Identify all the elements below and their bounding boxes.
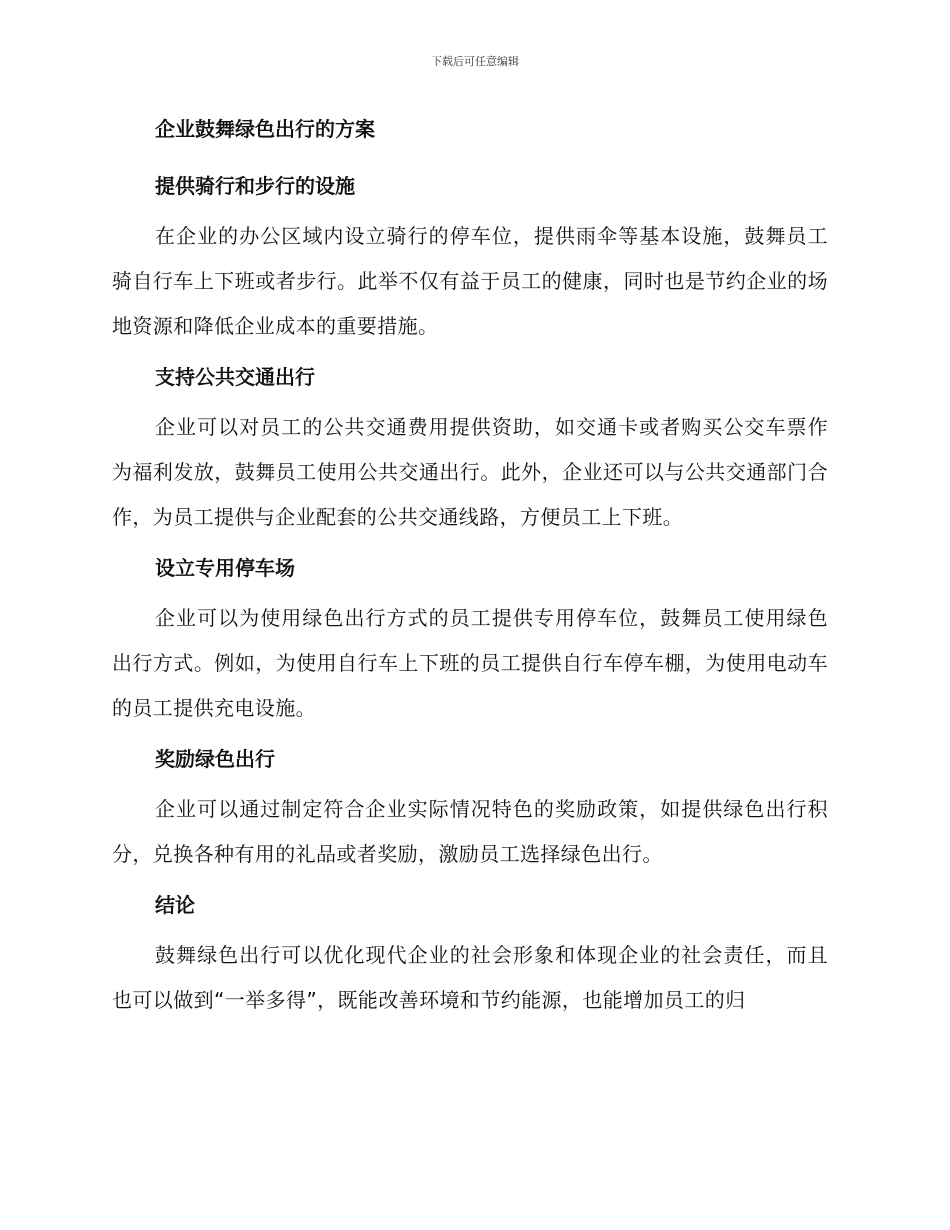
section-heading-rewards: 奖励绿色出行: [155, 747, 275, 771]
section-text-public-transport: 企业可以对员工的公共交通费用提供资助，如交通卡或者购买公交车票作为福利发放，鼓舞员工使用公共交通出行。此外，企业还可以与公共交通部门合作，为员工提供与企业配套的公共交通线路，方便员工上下班。: [112, 415, 828, 529]
section-heading-conclusion: 结论: [155, 893, 195, 917]
section-text-conclusion: 鼓舞绿色出行可以优化现代企业的社会形象和体现企业的社会责任，而且也可以做到“一举多得”，既能改善环境和节约能源，也能增加员工的归: [112, 943, 828, 1012]
section-text-rewards: 企业可以通过制定符合企业实际情况特色的奖励政策，如提供绿色出行积分，兑换各种有用的礼品或者奖励，激励员工选择绿色出行。: [112, 797, 828, 866]
section-heading-public-transport: 支持公共交通出行: [155, 365, 315, 389]
section-text-dedicated-parking: 企业可以为使用绿色出行方式的员工提供专用停车位，鼓舞员工使用绿色出行方式。例如，为使用自行车上下班的员工提供自行车停车棚，为使用电动车的员工提供充电设施。: [112, 606, 828, 720]
section-heading-dedicated-parking: 设立专用停车场: [155, 556, 295, 580]
section-heading-cycling-walking: 提供骑行和步行的设施: [155, 174, 355, 198]
document-title: 企业鼓舞绿色出行的方案: [155, 117, 375, 141]
section-text-cycling-walking: 在企业的办公区域内设立骑行的停车位，提供雨伞等基本设施，鼓舞员工骑自行车上下班或者步行。此举不仅有益于员工的健康，同时也是节约企业的场地资源和降低企业成本的重要措施。: [112, 224, 828, 338]
page-header-note: 下载后可任意编辑: [431, 55, 519, 68]
document-body: [112, 114, 828, 1023]
